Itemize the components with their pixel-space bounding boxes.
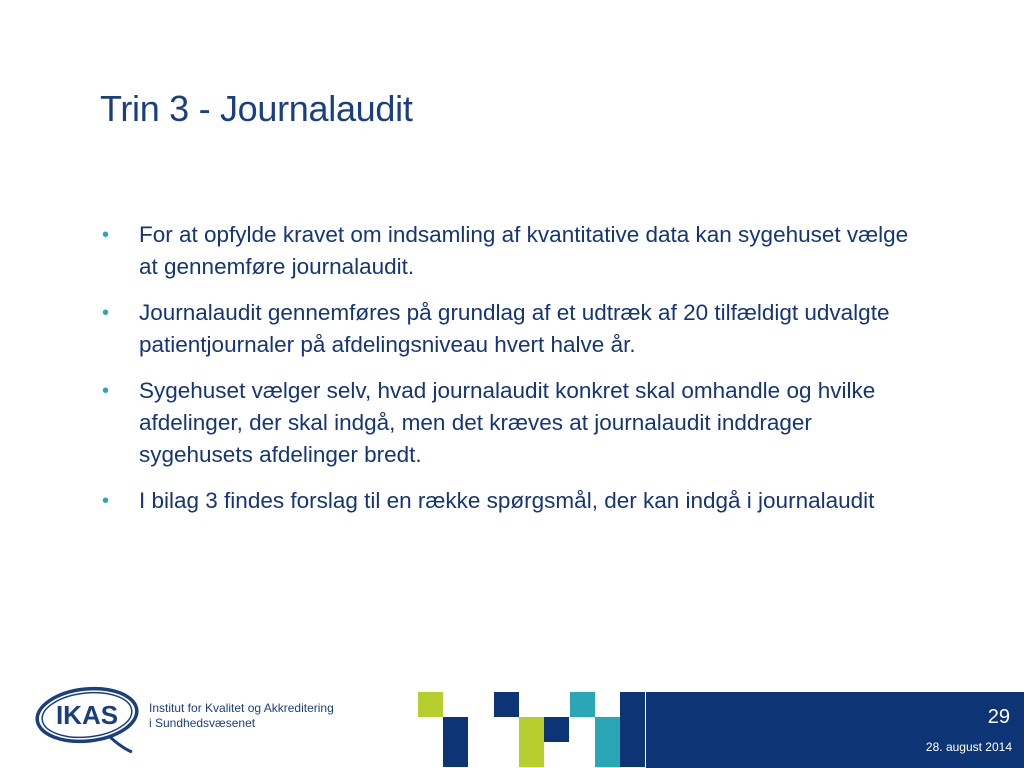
bullet-list bbox=[100, 219, 930, 531]
bullet-text: For at opfylde kravet om indsamling af kvantitative data kan sygehuset vælge at gennemføre journalaudit. bbox=[139, 222, 909, 279]
deco-square bbox=[443, 717, 468, 742]
bullet-icon: • bbox=[102, 224, 110, 246]
bullet-icon: • bbox=[102, 490, 110, 512]
deco-square bbox=[595, 742, 620, 767]
org-line-2: i Sundhedsvæsenet bbox=[149, 716, 256, 730]
bullet-icon: • bbox=[102, 302, 110, 324]
slide-title: Trin 3 - Journalaudit bbox=[100, 88, 413, 129]
logo-text: IKAS bbox=[55, 700, 119, 730]
bullet-item bbox=[100, 219, 930, 283]
deco-square bbox=[620, 717, 645, 742]
organization-name bbox=[149, 701, 334, 731]
bullet-item bbox=[100, 485, 930, 517]
org-line-1: Institut for Kvalitet og Akkreditering bbox=[149, 701, 334, 715]
deco-square bbox=[519, 717, 544, 742]
bullet-item bbox=[100, 297, 930, 361]
bullet-text: I bilag 3 findes forslag til en række spørgsmål, der kan indgå i journalaudit bbox=[139, 488, 875, 513]
footer-band bbox=[646, 692, 1024, 768]
deco-square bbox=[570, 692, 595, 717]
slide-date: 28. august 2014 bbox=[925, 740, 1012, 754]
deco-square bbox=[443, 742, 468, 767]
deco-square bbox=[519, 742, 544, 767]
bullet-text: Journalaudit gennemføres på grundlag af et udtræk af 20 tilfældigt udvalgte patientjournaler på afdelingsniveau hvert halve år. bbox=[139, 300, 890, 357]
deco-square bbox=[418, 692, 443, 717]
bullet-item bbox=[100, 375, 930, 471]
deco-square bbox=[544, 717, 569, 742]
bullet-icon: • bbox=[102, 380, 110, 402]
page-number: 29 bbox=[987, 706, 1010, 728]
deco-square bbox=[620, 742, 645, 767]
bullet-text: Sygehuset vælger selv, hvad journalaudit konkret skal omhandle og hvilke afdelinger, der skal indgå, men det kræves at journalaudit inddrager sygehusets afdelinger bredt. bbox=[139, 378, 876, 467]
ikas-logo bbox=[32, 682, 142, 754]
deco-square bbox=[620, 692, 645, 717]
deco-square bbox=[494, 692, 519, 717]
deco-square bbox=[595, 717, 620, 742]
